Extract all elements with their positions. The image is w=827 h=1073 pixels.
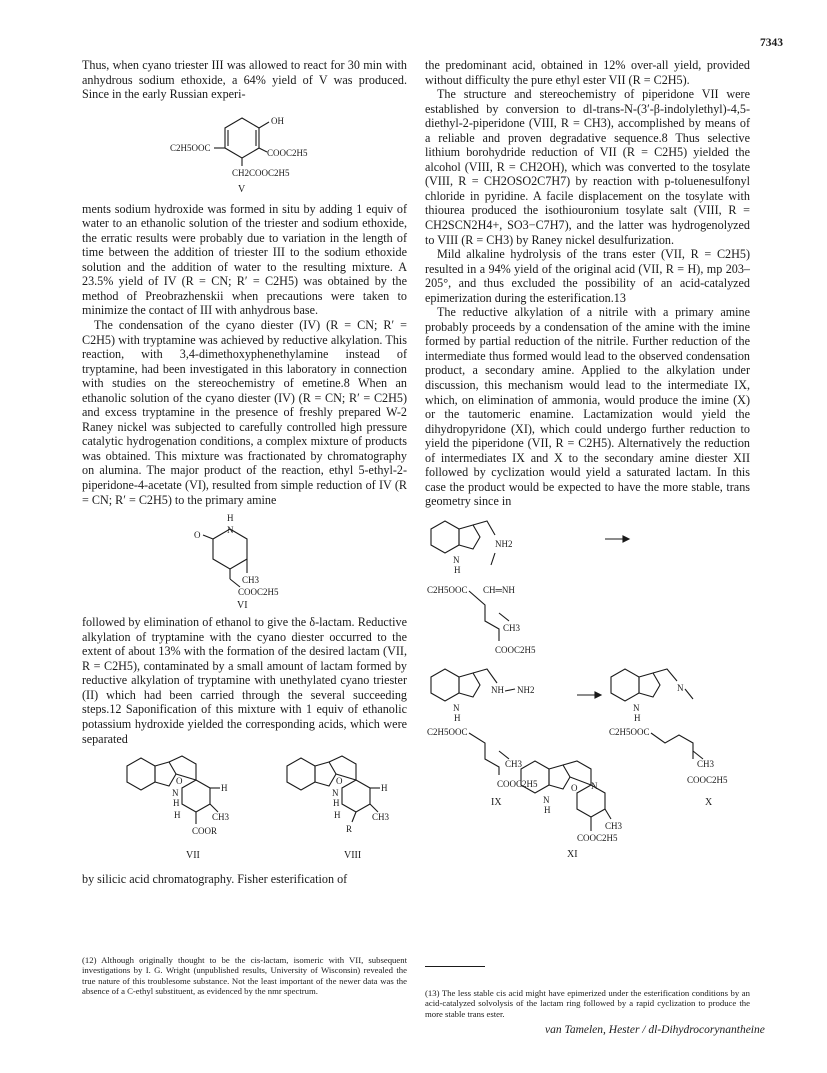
h-label: H: [544, 804, 551, 815]
h-label: H: [174, 810, 181, 821]
h-label: H: [454, 564, 461, 575]
h-label: H: [634, 712, 641, 723]
paragraph: Mild alkaline hydrolysis of the trans ester (VII, R = C2H5) resulted in a 94% yield of the original acid (VII, R = H), mp 203–205°, and thus excluded the possibility of an acid-catalyzed epimerization during the esterification.13: [425, 247, 750, 305]
paragraph: The structure and stereochemistry of piperidone VII were established by conversion to dl-trans-N-(3′-β-indolylethyl)-4,5-diethyl-2-piperidone (VIII, R = CH3), accomplished by means of a reliable and proven degradative sequence.8 Thus selective lithium borohydride reduction of VII (R = C2H5) yielded the alcohol (VIII, R = CH2OH), which was converted to the tosylate (VIII, R = CH2OSO2C7H7) by reaction with p-toluenesulfonyl chloride in pyridine. A facile displacement on the tosylate with thiourea produced the isothiouronium tosylate salt (VIII, R = CH2SCN2H4+, SO3−C7H7), and the latter was hydrogenolyzed to VIII (R = CH3) by Raney nickel desulfurization.: [425, 87, 750, 247]
n-label: N: [633, 702, 640, 713]
h-label: H: [227, 513, 234, 524]
ester-left-label: C2H5OOC: [427, 726, 468, 737]
h-label: H: [333, 798, 340, 809]
ester-label: COOC2H5: [238, 587, 279, 598]
n-label: N: [453, 554, 460, 565]
oh-label: OH: [271, 115, 284, 126]
right-column: [425, 58, 750, 863]
reaction-scheme: [425, 513, 750, 859]
paragraph: followed by elimination of ethanol to give the δ-lactam. Reductive alkylation of tryptamine with the cyano diester occurred to the extent of about 13% with the formation of the desired lactam (VII, R = C2H5), contaminated by a small amount of lactam formed by reductive alkylation of tryptamine with unethylated cyano triester (II) which had been carried through the several succeeding steps.12 Saponification of this mixture with 1 equiv of ethanolic potassium hydroxide yielded the corresponding acids, which were separated: [82, 615, 407, 746]
oxygen-label: O: [194, 530, 201, 541]
compound-label: VI: [237, 600, 248, 612]
ester-label: COOC2H5: [577, 832, 618, 843]
n-label: N: [591, 780, 598, 791]
ch3-label: CH3: [605, 820, 623, 831]
paragraph: The reductive alkylation of a nitrile with a primary amine probably proceeds by a condensation of the amine with the imine formed by partial reduction of the nitrile. Further reduction of the intermediate thus formed would lead to the observed condensation product, a secondary amine. Applied to the alkylation under discussion, this mechanism would lead to the intermediate IX, which, on elimination of ammonia, would produce the imine (X) or the tautomeric enamine. Lactamization would yield the dihydropyridone (XI), which could undergo further reduction to yield the piperidone (VII, R = C2H5). Alternatively the reduction of intermediates IX and X to the secondary amine diester XII followed by cyclization would yield a saturated lactam. In this case the product would be expected to have the more stable, trans geometry since in: [425, 305, 750, 509]
ch3-label: CH3: [697, 758, 715, 769]
ch3-label: CH3: [505, 758, 523, 769]
n-label: N: [332, 788, 339, 799]
footnote-12: (12) Although originally thought to be the cis-lactam, isomeric with VII, subsequent investigations by I. G. Wright (unpublished results, University of Wisconsin) revealed the true nature of this troublesome substance. Not the least important of the newer data was the absence of a C-ethyl substituent, as evidenced by the nmr spectrum.: [82, 955, 407, 996]
compound-label: IX: [491, 796, 502, 808]
ester-left-label: C2H5OOC: [427, 584, 468, 595]
ester-left-label: C2H5OOC: [609, 726, 650, 737]
n-label: N: [543, 794, 550, 805]
paragraph: by silicic acid chromatography. Fisher esterification of: [82, 872, 348, 887]
h-label: H: [334, 810, 341, 821]
oxygen-label: O: [571, 782, 578, 793]
h-label: H: [221, 783, 228, 794]
oxygen-label: O: [176, 776, 183, 787]
footnote-13: (13) The less stable cis acid might have epimerized under the esterification conditions by an acid-catalyzed solvolysis of the lactam ring followed by a rapid cyclization to produce the more stable trans ester.: [425, 988, 750, 1019]
running-footer: van Tamelen, Hester / dl-Dihydrocorynantheine: [545, 1024, 765, 1036]
r-label: R: [346, 824, 353, 835]
paragraph: Thus, when cyano triester III was allowed to react for 30 min with anhydrous sodium ethoxide, a 64% yield of V was produced. Since in the early Russian experi-: [82, 58, 407, 102]
ch3-label: CH3: [242, 575, 260, 586]
left-column: [82, 58, 407, 887]
h-label: H: [173, 798, 180, 809]
ester-bottom-label: CH2COOC2H5: [232, 167, 290, 178]
n-label: N: [677, 682, 684, 693]
h-label: H: [454, 712, 461, 723]
scheme-top: [427, 521, 629, 655]
structure-v: [82, 106, 407, 198]
paragraph: the predominant acid, obtained in 12% over-all yield, provided without difficulty the pure ethyl ester VII (R = C2H5).: [425, 58, 750, 87]
structure-xi: [521, 761, 623, 859]
oxygen-label: O: [336, 776, 343, 787]
compound-label: VIII: [344, 850, 362, 862]
structure-vii: [127, 756, 230, 861]
ch3-label: CH3: [503, 622, 521, 633]
n-label: N: [453, 702, 460, 713]
paragraph: ments sodium hydroxide was formed in situ by adding 1 equiv of water to an ethanolic solution of the triester and sodium ethoxide, the erratic results were probably due to variation in the length of time between the addition of triester III to the sodium ethoxide solution and the addition of water to the resulting mixture. A 23.5% yield of IV (R = CN; R′ = C2H5) was obtained by the method of Preobrazhenskii when precautions were taken to minimize the contact of III with anhydrous base.: [82, 201, 407, 318]
structure-vi: [82, 511, 407, 611]
ester-label: COOC2H5: [687, 774, 728, 785]
structure-viii: [287, 756, 390, 861]
n-label: N: [227, 525, 234, 536]
compound-label: X: [705, 796, 713, 808]
ester-right-label: COOC2H5: [267, 147, 308, 158]
imine-label: CH═NH: [483, 584, 515, 595]
nh2-label: NH2: [495, 538, 513, 549]
ch3-label: CH3: [212, 812, 230, 823]
ester-label: COOC2H5: [497, 778, 538, 789]
nh-label: NH: [491, 684, 504, 695]
ester-left-label: C2H5OOC: [170, 142, 211, 153]
ester-label: COOC2H5: [495, 644, 536, 655]
compound-label: XI: [567, 848, 578, 859]
paragraph: The condensation of the cyano diester (IV) (R = CN; R′ = C2H5) with tryptamine was achieved by reductive alkylation. This reaction, with 3,4-dimethoxyphenethylamine instead of tryptamine, had been investigated in this laboratory in connection with studies on the stereochemistry of emetine.8 When an ethanolic solution of the cyano diester (IV) (R = CN; R′ = C2H5) and excess tryptamine in the presence of freshly prepared W-2 Raney nickel was subjected to carefully controlled high pressure catalytic hydrogenation conditions, a complex mixture of products was obtained. This mixture was fractionated by chromatography on alumina. The major product of the reaction, ethyl 5-ethyl-2-piperidone-4-acetate (VI), resulted from simple reduction of IV (R = CN; R′ = C2H5) to the primary amine: [82, 318, 407, 507]
structure-x: [609, 669, 728, 808]
structures-vii-viii: [82, 750, 407, 868]
compound-label: V: [238, 183, 246, 195]
footnote-divider: [425, 966, 485, 967]
n-label: N: [172, 788, 179, 799]
nh2-label: NH2: [517, 684, 535, 695]
h-label: H: [381, 783, 388, 794]
ch3-label: CH3: [372, 812, 390, 823]
page-number: 7343: [760, 37, 783, 49]
compound-label: VII: [186, 850, 200, 862]
coor-label: COOR: [192, 826, 218, 837]
